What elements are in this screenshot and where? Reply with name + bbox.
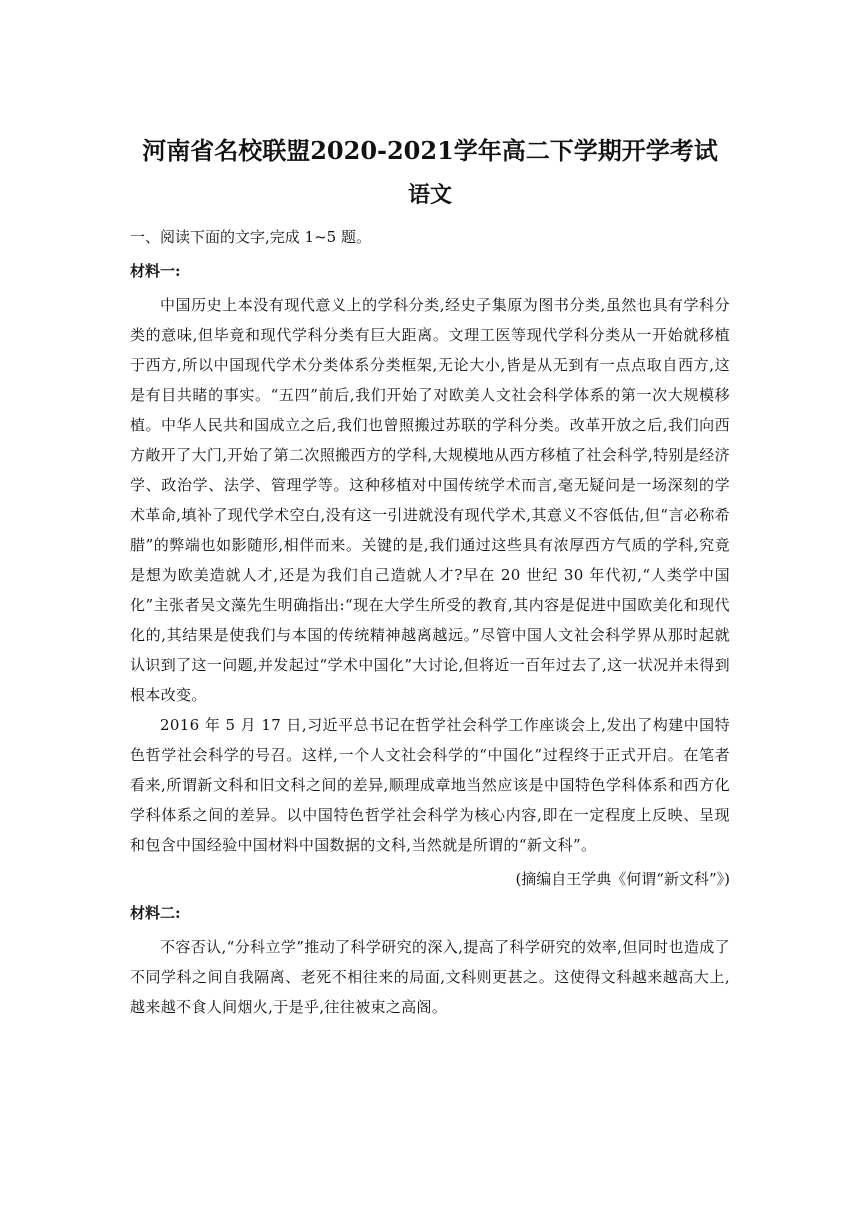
question-instruction: 一、阅读下面的文字,完成 1~5 题。	[130, 228, 371, 246]
document-subject: 语文	[407, 182, 452, 208]
document-body	[130, 222, 730, 1022]
material2-paragraph: 不容否认,“分科立学”推动了科学研究的深入,提高了科学研究的效率,但同时也造成了不同学科之间自我隔离、老死不相往来的局面,文科则更甚之。这使得文科越来越高大上,越来越不食人间烟火,于是乎,往往被束之高阁。	[130, 938, 730, 1016]
material1-paragraph: 2016 年 5 月 17 日,习近平总书记在哲学社会科学工作座谈会上,发出了构建中国特色哲学社会科学的号召。这样,一个人文社会科学的“中国化”过程终于正式开启。在笔者看来,所谓新文科和旧文科之间的差异,顺理成章地当然应该是中国特色学科体系和西方化学科体系之间的差异。以中国特色哲学社会科学为核心内容,即在一定程度上反映、呈现和包含中国经验中国材料中国数据的文科,当然就是所谓的“新文科”。	[130, 716, 730, 854]
material1-heading: 材料一:	[130, 262, 181, 280]
material1-citation: (摘编自王学典《何谓“新文科”》)	[515, 870, 730, 888]
material2-heading: 材料二:	[130, 904, 181, 922]
material1-paragraph: 中国历史上本没有现代意义上的学科分类,经史子集原为图书分类,虽然也具有学科分类的意味,但毕竟和现代学科分类有巨大距离。文理工医等现代学科分类从一开始就移植于西方,所以中国现代学术分类体系分类框架,无论大小,皆是从无到有一点点取自西方,这是有目共睹的事实。“五四”前后,我们开始了对欧美人文社会科学体系的第一次大规模移植。中华人民共和国成立之后,我们也曾照搬过苏联的学科分类。改革开放之后,我们向西方敞开了大门,开始了第二次照搬西方的学科,大规模地从西方移植了社会科学,特别是经济学、政治学、法学、管理学等。这种移植对中国传统学术而言,毫无疑问是一场深刻的学术革命,填补了现代学术空白,没有这一引进就没有现代学术,其意义不容低估,但“言必称希腊”的弊端也如影随形,相伴而来。关键的是,我们通过这些具有浓厚西方气质的学科,究竟是想为欧美造就人才,还是为我们自己造就人才?早在 20 世纪 30 年代初,“人类学中国化”主张者吴文藻先生明确指出:“现在大学生所受的教育,其内容是促进中国欧美化和现代化的,其结果是使我们与本国的传统精神越离越远。”尽管中国人文社会科学界从那时起就认识到了这一问题,并发起过“学术中国化”大讨论,但将近一百年过去了,这一状况并未得到根本改变。	[130, 296, 730, 704]
document-title: 河南省名校联盟2020-2021学年高二下学期开学考试	[142, 136, 718, 165]
